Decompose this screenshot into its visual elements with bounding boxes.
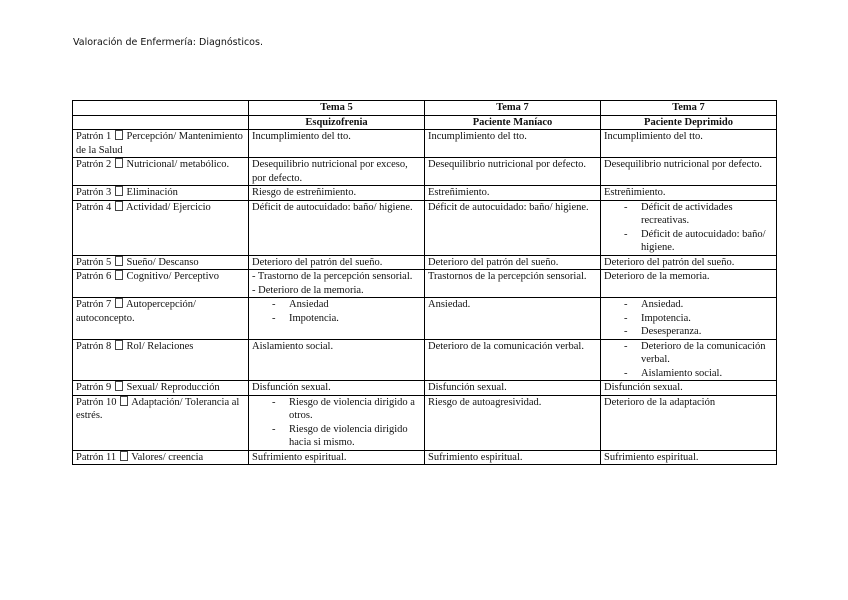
diagnosis-list-item: - Impotencia. (624, 312, 773, 326)
diagnosis-cell: Disfunción sexual. (425, 381, 601, 396)
diagnosis-cell: Ansiedad. (425, 298, 601, 340)
diagnosis-list-item: - Riesgo de violencia dirigido hacia si mismo. (272, 423, 421, 450)
diagnosis-cell (249, 270, 425, 298)
missing-glyph-icon (115, 256, 123, 266)
patron-number: Patrón 3 (76, 187, 112, 198)
patron-number: Patrón 10 (76, 396, 117, 408)
patron-label: Valores/ creencia (131, 451, 204, 463)
patron-cell (73, 186, 249, 201)
diagnosis-list-item: - Desesperanza. (624, 325, 773, 339)
missing-glyph-icon (115, 270, 123, 280)
table-row (73, 200, 777, 255)
diagnosis-cell: Sufrimiento espiritual. (249, 450, 425, 465)
diagnosis-list-item: - Ansiedad (272, 298, 421, 312)
patron-number: Patrón 1 (76, 131, 112, 142)
diagnosis-cell: Deterioro de la comunicación verbal. (425, 339, 601, 381)
header-empty-cell (73, 115, 249, 130)
diagnosis-cell: Sufrimiento espiritual. (601, 450, 777, 465)
header-tema-2: Tema 7 (425, 101, 601, 116)
diagnosis-cell: Deterioro de la memoria. (601, 270, 777, 298)
diagnosis-cell: Riesgo de autoagresividad. (425, 395, 601, 450)
diagnosis-cell: Sufrimiento espiritual. (425, 450, 601, 465)
diagnosis-cell: Disfunción sexual. (601, 381, 777, 396)
patron-cell (73, 339, 249, 381)
patron-label: Sueño/ Descanso (126, 256, 199, 268)
diagnosis-cell (249, 395, 425, 450)
patron-cell (73, 395, 249, 450)
diagnosis-cell: Trastornos de la percepción sensorial. (425, 270, 601, 298)
table-row (73, 270, 777, 298)
patron-label: Percepción/ Mantenimiento de la Salud (76, 131, 243, 156)
diagnosis-list-item: - Déficit de actividades recreativas. (624, 201, 773, 228)
missing-glyph-icon (115, 381, 123, 391)
diagnosis-cell: Disfunción sexual. (249, 381, 425, 396)
missing-glyph-icon (115, 340, 123, 350)
diagnosis-cell: Desequilibrio nutricional por exceso, por defecto. (249, 158, 425, 186)
diagnosis-cell (601, 339, 777, 381)
diagnosis-cell: Déficit de autocuidado: baño/ higiene. (425, 200, 601, 255)
patron-number: Patrón 2 (76, 159, 112, 170)
header-row-name (73, 115, 777, 130)
diagnosis-cell: Incumplimiento del tto. (425, 130, 601, 158)
table-row (73, 255, 777, 270)
diagnosis-list (604, 298, 773, 339)
patron-label: Nutricional/ metabólico. (126, 159, 230, 170)
header-name-2: Paciente Maníaco (425, 115, 601, 130)
missing-glyph-icon (115, 158, 123, 168)
diagnosis-line: - Deterioro de la memoria. (252, 284, 364, 296)
diagnosis-cell: Incumplimiento del tto. (601, 130, 777, 158)
diagnosis-cell: Desequilibrio nutricional por defecto. (425, 158, 601, 186)
diagnosis-list-item: - Deterioro de la comunicación verbal. (624, 340, 773, 367)
patron-cell (73, 255, 249, 270)
table-row (73, 186, 777, 201)
diagnosis-list (604, 340, 773, 381)
table-row (73, 450, 777, 465)
diagnosis-list-item: - Déficit de autocuidado: baño/ higiene. (624, 228, 773, 255)
header-empty-cell (73, 101, 249, 116)
table-row (73, 381, 777, 396)
header-row-tema (73, 101, 777, 116)
header-tema-1: Tema 5 (249, 101, 425, 116)
diagnosis-cell: Déficit de autocuidado: baño/ higiene. (249, 200, 425, 255)
patron-label: Rol/ Relaciones (126, 340, 194, 352)
patron-cell (73, 200, 249, 255)
missing-glyph-icon (115, 130, 123, 140)
diagnosis-cell: Deterioro de la adaptación (601, 395, 777, 450)
diagnosis-cell: Incumplimiento del tto. (249, 130, 425, 158)
patron-label: Actividad/ Ejercicio (125, 201, 211, 213)
missing-glyph-icon (120, 396, 128, 406)
table-row (73, 158, 777, 186)
diagnosis-line: - Trastorno de la percepción sensorial. (252, 271, 413, 282)
patron-cell (73, 298, 249, 340)
patron-cell (73, 270, 249, 298)
diagnosis-table (72, 100, 777, 465)
table-row (73, 339, 777, 381)
patron-number: Patrón 4 (76, 201, 112, 213)
patron-cell (73, 450, 249, 465)
header-name-1: Esquizofrenia (249, 115, 425, 130)
patron-label: Autopercepción/ autoconcepto. (76, 299, 196, 324)
patron-number: Patrón 5 (76, 256, 112, 268)
table-row (73, 298, 777, 340)
patron-cell (73, 130, 249, 158)
diagnosis-cell: Estreñimiento. (425, 186, 601, 201)
diagnosis-cell: Desequilibrio nutricional por defecto. (601, 158, 777, 186)
patron-cell (73, 158, 249, 186)
diagnosis-cell (601, 298, 777, 340)
missing-glyph-icon (115, 186, 123, 196)
patron-label: Cognitivo/ Perceptivo (126, 271, 219, 282)
table-row (73, 395, 777, 450)
diagnosis-cell (249, 298, 425, 340)
header-tema-3: Tema 7 (601, 101, 777, 116)
diagnosis-list-item: - Aislamiento social. (624, 367, 773, 381)
diagnosis-list-item: - Ansiedad. (624, 298, 773, 312)
diagnosis-list-item: - Impotencia. (272, 312, 421, 326)
header-name-3: Paciente Deprimido (601, 115, 777, 130)
diagnosis-cell: Deterioro del patrón del sueño. (249, 255, 425, 270)
diagnosis-list (604, 201, 773, 255)
diagnosis-list-item: - Riesgo de violencia dirigido a otros. (272, 396, 421, 423)
diagnosis-cell: Deterioro del patrón del sueño. (425, 255, 601, 270)
diagnosis-cell (601, 200, 777, 255)
diagnosis-list (252, 396, 421, 450)
diagnosis-cell: Aislamiento social. (249, 339, 425, 381)
missing-glyph-icon (120, 451, 128, 461)
patron-label: Adaptación/ Tolerancia al estrés. (76, 396, 240, 421)
missing-glyph-icon (115, 201, 123, 211)
diagnosis-list (252, 298, 421, 325)
patron-number: Patrón 7 (76, 299, 112, 310)
patron-number: Patrón 9 (76, 382, 112, 393)
diagnosis-cell: Estreñimiento. (601, 186, 777, 201)
table-row (73, 130, 777, 158)
patron-number: Patrón 11 (76, 451, 117, 463)
diagnosis-cell: Deterioro del patrón del sueño. (601, 255, 777, 270)
missing-glyph-icon (115, 298, 123, 308)
document-title: Valoración de Enfermería: Diagnósticos. (73, 37, 263, 48)
patron-number: Patrón 6 (76, 271, 112, 282)
diagnosis-cell: Riesgo de estreñimiento. (249, 186, 425, 201)
patron-label: Sexual/ Reproducción (126, 382, 220, 393)
patron-cell (73, 381, 249, 396)
patron-label: Eliminación (126, 187, 178, 198)
patron-number: Patrón 8 (76, 340, 112, 352)
